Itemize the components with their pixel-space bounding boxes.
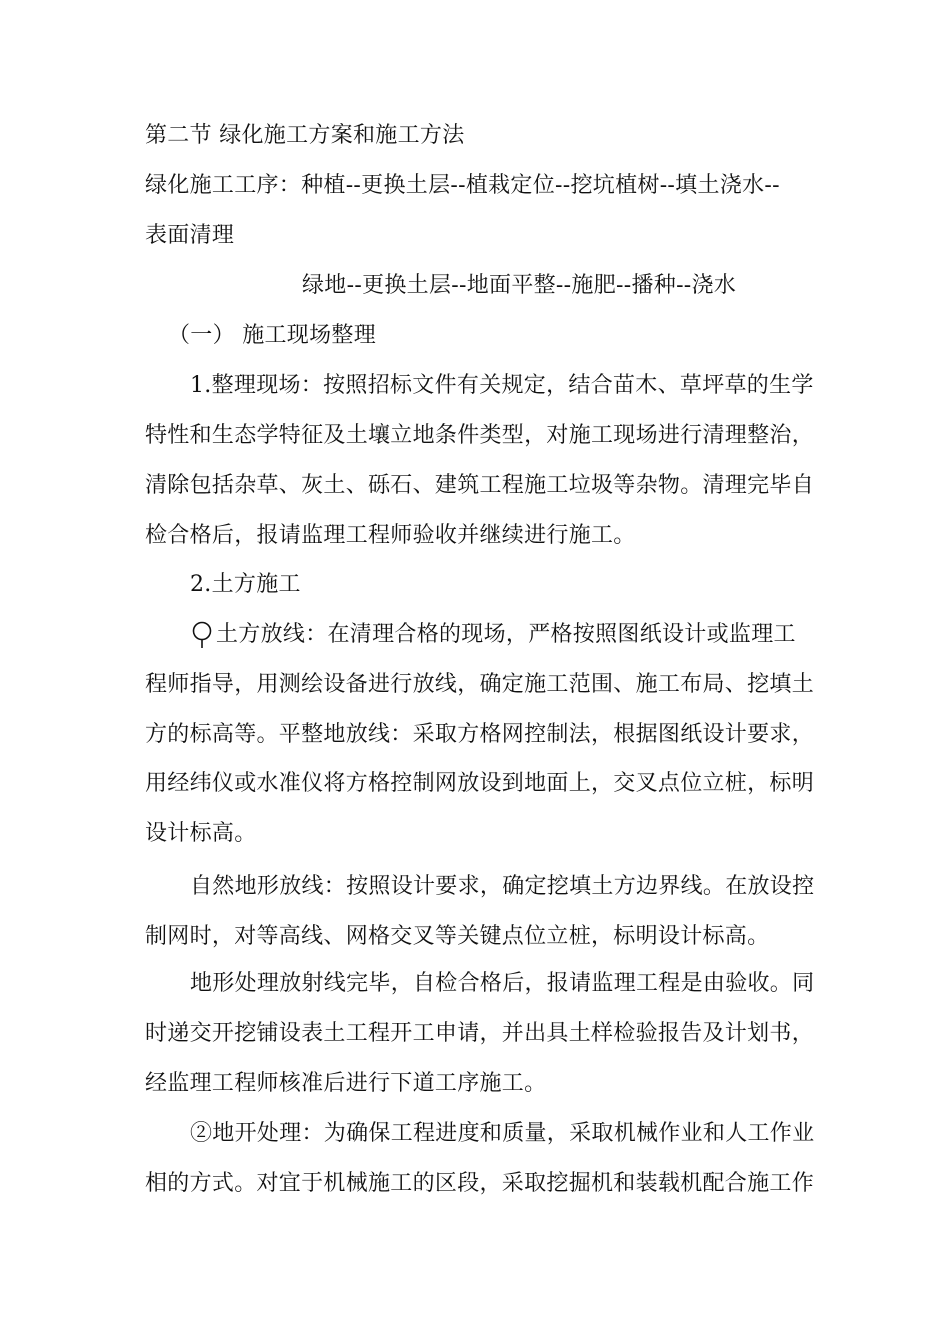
after-paragraph-line-3: 经监理工程师核准后进行下道工序施工。 <box>145 1071 547 1096</box>
process-line-2: 表面清理 <box>145 223 235 248</box>
after-paragraph-line-2: 时递交开挖铺设表土工程开工申请，并出具土样检验报告及计划书， <box>145 1021 815 1046</box>
item1-line-1: 1.整理现场：按照招标文件有关规定，结合苗木、草坪草的生学 <box>190 373 814 398</box>
layout-paragraph-line-3: 方的标高等。平整地放线：采取方格网控制法，根据图纸设计要求， <box>145 722 815 747</box>
process-line-3: 绿地--更换土层--地面平整--施肥--播种--浇水 <box>302 273 737 298</box>
layout-paragraph-text: 土方放线：在清理合格的现场，严格按照图纸设计或监理工 <box>216 622 796 647</box>
excavation-paragraph-line-1: ②地开处理：为确保工程进度和质量，采取机械作业和人工作业 <box>190 1121 815 1146</box>
process-line-1: 绿化施工工序：种植--更换土层--植栽定位--挖坑植树--填土浇水-- <box>145 173 780 198</box>
item1-line-2: 特性和生态学特征及土壤立地条件类型，对施工现场进行清理整治， <box>145 423 815 448</box>
excavation-paragraph-line-2: 相的方式。对宜于机械施工的区段，采取挖掘机和装载机配合施工作 <box>145 1171 815 1196</box>
layout-paragraph-line-2: 程师指导，用测绘设备进行放线，确定施工范围、施工布局、挖填土 <box>145 672 815 697</box>
layout-paragraph-line-4: 用经纬仪或水准仪将方格控制网放设到地面上，交叉点位立桩，标明 <box>145 771 815 796</box>
item2-heading: 2.土方施工 <box>190 572 301 597</box>
layout-paragraph-line-1 <box>190 620 796 650</box>
subsection-heading: （一） 施工现场整理 <box>168 323 376 348</box>
item1-line-4: 检合格后，报请监理工程师验收并继续进行施工。 <box>145 523 636 548</box>
natural-paragraph-line-1: 自然地形放线：按照设计要求，确定挖填土方边界线。在放设控 <box>190 874 815 899</box>
natural-paragraph-line-2: 制网时，对等高线、网格交叉等关键点位立桩，标明设计标高。 <box>145 924 770 949</box>
after-paragraph-line-1: 地形处理放射线完毕，自检合格后，报请监理工程是由验收。同 <box>190 971 815 996</box>
section-title: 第二节 绿化施工方案和施工方法 <box>145 123 465 148</box>
circle-marker-icon <box>190 620 216 650</box>
item1-line-3: 清除包括杂草、灰土、砾石、建筑工程施工垃圾等杂物。清理完毕自 <box>145 473 815 498</box>
layout-paragraph-line-5: 设计标高。 <box>145 821 257 846</box>
